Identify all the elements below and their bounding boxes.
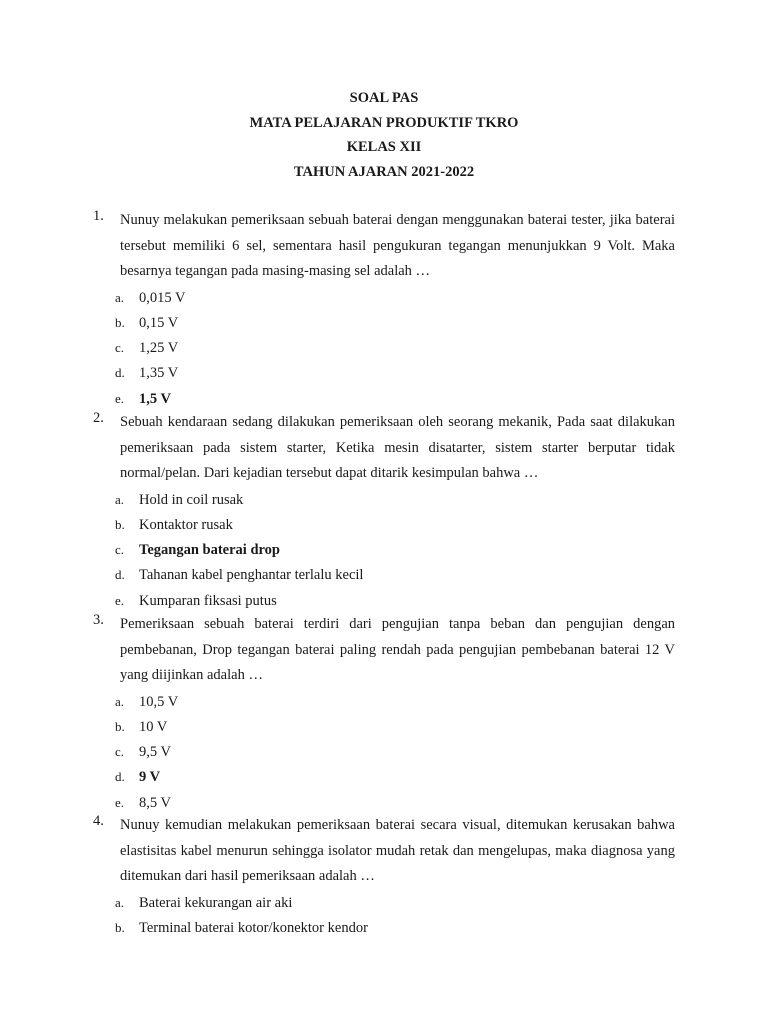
option-e <box>115 790 675 815</box>
question-2 <box>93 410 675 613</box>
option-text: 1,5 V <box>139 390 171 407</box>
option-letter: e. <box>115 390 125 406</box>
option-letter: b. <box>115 516 125 532</box>
question-1 <box>93 208 675 411</box>
question-number: 4. <box>93 813 104 829</box>
option-text: 10,5 V <box>139 693 179 710</box>
option-text: Kumparan fiksasi putus <box>139 592 277 609</box>
option-text: Kontaktor rusak <box>139 516 233 533</box>
option-text: Tegangan baterai drop <box>139 542 280 559</box>
option-text: 10 V <box>139 718 168 735</box>
option-letter: d. <box>115 769 125 785</box>
option-list <box>115 689 675 815</box>
option-text: 9 V <box>139 769 161 786</box>
option-list <box>115 890 675 940</box>
class-title: KELAS XII <box>346 139 422 155</box>
option-text: Baterai kekurangan air aki <box>139 894 293 911</box>
option-a <box>115 890 675 915</box>
exam-title: SOAL PAS <box>349 90 419 106</box>
academic-year-title: TAHUN AJARAN 2021-2022 <box>293 163 475 180</box>
option-d <box>115 562 675 587</box>
option-d <box>115 360 675 385</box>
option-e <box>115 588 675 613</box>
option-letter: e. <box>115 794 125 810</box>
question-number: 3. <box>93 612 104 628</box>
option-b <box>115 915 675 940</box>
option-letter: a. <box>115 491 125 507</box>
option-letter: a. <box>115 693 125 709</box>
option-text: 0,015 V <box>139 289 186 306</box>
option-c <box>115 739 675 764</box>
option-text: Terminal baterai kotor/konektor kendor <box>139 919 368 936</box>
document-header <box>0 86 768 184</box>
option-letter: d. <box>115 567 125 583</box>
subject-title: MATA PELAJARAN PRODUKTIF TKRO <box>249 114 519 131</box>
option-text: Tahanan kabel penghantar terlalu kecil <box>139 567 364 584</box>
option-d-answer <box>115 764 675 789</box>
option-text: 0,15 V <box>139 314 179 331</box>
option-a <box>115 285 675 310</box>
question-number: 2. <box>93 410 104 426</box>
option-e-answer <box>115 386 675 411</box>
option-b <box>115 310 675 335</box>
option-list <box>115 285 675 411</box>
question-text: Pemeriksaan sebuah baterai terdiri dari pengujian tanpa beban dan pengujian dengan pembebanan, Drop tegangan baterai paling rendah pada pengujian pembebanan baterai 12 V yang diijinkan adalah … <box>120 616 675 684</box>
option-text: Hold in coil rusak <box>139 491 244 508</box>
option-a <box>115 689 675 714</box>
option-letter: e. <box>115 592 125 608</box>
option-letter: a. <box>115 289 125 305</box>
option-text: 8,5 V <box>139 794 171 811</box>
option-text: 1,25 V <box>139 340 179 357</box>
option-a <box>115 487 675 512</box>
option-letter: c. <box>115 744 125 760</box>
option-text: 9,5 V <box>139 744 171 761</box>
option-c <box>115 335 675 360</box>
question-3 <box>93 612 675 815</box>
option-b <box>115 714 675 739</box>
option-letter: c. <box>115 542 125 558</box>
question-text: Nunuy kemudian melakukan pemeriksaan baterai secara visual, ditemukan kerusakan bahwa elastisitas kabel menurun sehingga isolator mudah retak dan mengelupas, maka diagnosa yang ditemukan dari hasil pemeriksaan adalah … <box>120 817 675 885</box>
option-b <box>115 512 675 537</box>
option-c-answer <box>115 537 675 562</box>
option-list <box>115 487 675 613</box>
option-text: 1,35 V <box>139 365 179 382</box>
question-text: Nunuy melakukan pemeriksaan sebuah baterai dengan menggunakan baterai tester, jika baterai tersebut memiliki 6 sel, sementara hasil pengukuran tegangan menunjukkan 9 Volt. Maka besarnya tegangan pada masing-masing sel adalah … <box>120 212 675 280</box>
question-4 <box>93 813 675 940</box>
option-letter: a. <box>115 894 125 910</box>
option-letter: b. <box>115 919 125 935</box>
option-letter: d. <box>115 365 125 381</box>
option-letter: b. <box>115 314 125 330</box>
option-letter: c. <box>115 340 125 356</box>
question-text: Sebuah kendaraan sedang dilakukan pemeriksaan oleh seorang mekanik, Pada saat dilakukan pemeriksaan pada sistem starter, Ketika mesin disatarter, sistem starter berputar tidak normal/pelan. Dari kejadian tersebut dapat ditarik kesimpulan bahwa … <box>120 414 675 482</box>
question-number: 1. <box>93 208 104 224</box>
option-letter: b. <box>115 718 125 734</box>
